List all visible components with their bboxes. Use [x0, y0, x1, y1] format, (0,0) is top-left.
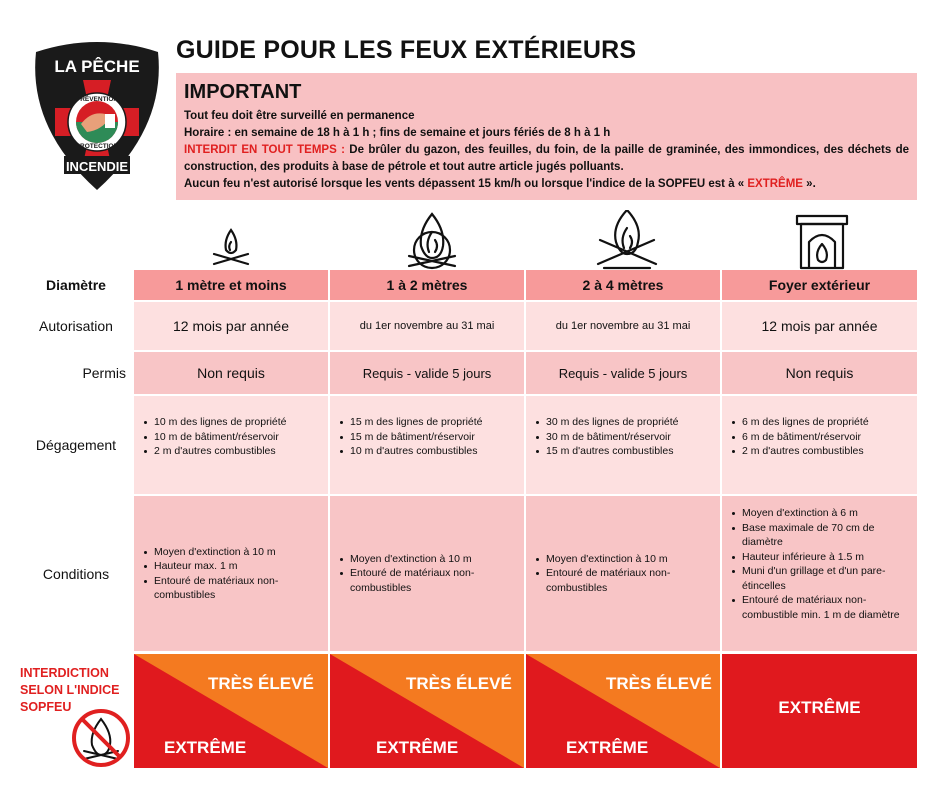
- forbidden-label: INTERDIT EN TOUT TEMPS :: [184, 144, 345, 156]
- logo-ring-bottom: PROTECTION: [75, 143, 119, 150]
- fire-index-cell-4: [722, 654, 917, 768]
- important-line-1: Tout feu doit être surveillé en permanence: [184, 110, 415, 122]
- fire-index-cell-3: [526, 654, 720, 768]
- column-header-3: 2 à 4 mètres: [526, 270, 720, 300]
- wind-end: ».: [802, 178, 816, 190]
- clearance-list-3: [526, 415, 679, 459]
- forbidden-text: De brûler du gazon, des feuilles, du foin, de la paille de graminée, des immondices, des déchets de construction, des produits à base de pétrole et tout autre article jugés polluants.: [184, 144, 909, 173]
- list-item: 15 m d'autres combustibles: [526, 444, 679, 459]
- list-item: Hauteur max. 1 m: [134, 559, 328, 574]
- list-item: Entouré de matériaux non-combustible min. 1 m de diamètre: [722, 593, 911, 622]
- index-high-label-1: TRÈS ÉLEVÉ: [208, 674, 314, 693]
- conditions-cell-1: [134, 496, 328, 651]
- column-header-1: 1 mètre et moins: [134, 270, 328, 300]
- list-item: Moyen d'extinction à 10 m: [526, 552, 720, 567]
- clearance-list-1: [134, 415, 287, 459]
- row-label-diametre: Diamètre: [46, 277, 106, 293]
- authorization-cell-2: du 1er novembre au 31 mai: [330, 302, 524, 350]
- conditions-cell-4: [722, 496, 917, 651]
- list-item: 6 m des lignes de propriété: [722, 415, 869, 430]
- permit-cell-4: Non requis: [722, 352, 917, 394]
- list-item: Base maximale de 70 cm de diamètre: [722, 521, 911, 550]
- conditions-list-4: [722, 506, 917, 622]
- list-item: 30 m des lignes de propriété: [526, 415, 679, 430]
- interdiction-line-1: INTERDICTION: [20, 666, 109, 680]
- important-line-2: Horaire : en semaine de 18 h à 1 h ; fins de semaine et jours fériés de 8 h à 1 h: [184, 127, 611, 139]
- wind-extreme: EXTRÊME: [747, 178, 803, 190]
- page-title: GUIDE POUR LES FEUX EXTÉRIEURS: [176, 36, 637, 64]
- conditions-cell-2: [330, 496, 524, 651]
- interdiction-line-3: SOPFEU: [20, 700, 72, 714]
- small-campfire-icon: [196, 210, 266, 270]
- list-item: Entouré de matériaux non-combustibles: [134, 574, 328, 603]
- fire-index-cell-2: [330, 654, 524, 768]
- row-label-degagement: Dégagement: [35, 437, 117, 453]
- column-header-4: Foyer extérieur: [722, 270, 917, 300]
- logo-bottom-text: INCENDIE: [65, 159, 129, 174]
- row-label-conditions: Conditions: [42, 565, 110, 582]
- list-item: 30 m de bâtiment/réservoir: [526, 430, 679, 445]
- permit-cell-3: Requis - valide 5 jours: [526, 352, 720, 394]
- fire-department-logo: [26, 38, 168, 192]
- clearance-list-4: [722, 415, 869, 459]
- column-header-2: 1 à 2 mètres: [330, 270, 524, 300]
- interdiction-line-2: SELON L'INDICE: [20, 683, 120, 697]
- conditions-list-2: [330, 552, 524, 596]
- wind-text: Aucun feu n'est autorisé lorsque les vents dépassent 15 km/h ou lorsque l'indice de la SOPFEU est à «: [184, 178, 748, 190]
- list-item: 10 m des lignes de propriété: [134, 415, 287, 430]
- clearance-cell-3: [526, 396, 720, 494]
- list-item: 2 m d'autres combustibles: [722, 444, 869, 459]
- list-item: 6 m de bâtiment/réservoir: [722, 430, 869, 445]
- medium-campfire-icon: [397, 210, 467, 270]
- authorization-cell-3: du 1er novembre au 31 mai: [526, 302, 720, 350]
- row-label-permis: Permis: [82, 365, 126, 381]
- list-item: Hauteur inférieure à 1.5 m: [722, 550, 911, 565]
- no-fire-icon: [70, 707, 132, 769]
- clearance-list-2: [330, 415, 483, 459]
- important-notice: [176, 73, 917, 200]
- permit-cell-2: Requis - valide 5 jours: [330, 352, 524, 394]
- index-high-label-3: TRÈS ÉLEVÉ: [606, 674, 712, 693]
- list-item: 2 m d'autres combustibles: [134, 444, 287, 459]
- list-item: 10 m d'autres combustibles: [330, 444, 483, 459]
- clearance-cell-2: [330, 396, 524, 494]
- index-extreme-label-1: EXTRÊME: [164, 738, 247, 757]
- conditions-list-3: [526, 552, 720, 596]
- list-item: Moyen d'extinction à 6 m: [722, 506, 911, 521]
- index-extreme-label-2: EXTRÊME: [376, 738, 459, 757]
- index-extreme-label-3: EXTRÊME: [566, 738, 649, 757]
- important-forbidden: [184, 142, 909, 176]
- conditions-cell-3: [526, 496, 720, 651]
- conditions-list-1: [134, 545, 328, 603]
- clearance-cell-1: [134, 396, 328, 494]
- list-item: 10 m de bâtiment/réservoir: [134, 430, 287, 445]
- authorization-cell-1: 12 mois par année: [134, 302, 328, 350]
- list-item: Moyen d'extinction à 10 m: [134, 545, 328, 560]
- list-item: Entouré de matériaux non-combustibles: [330, 566, 524, 595]
- list-item: 15 m de bâtiment/réservoir: [330, 430, 483, 445]
- list-item: 15 m des lignes de propriété: [330, 415, 483, 430]
- list-item: Entouré de matériaux non-combustibles: [526, 566, 720, 595]
- fire-index-cell-1: [134, 654, 328, 768]
- logo-top-text: LA PÊCHE: [54, 57, 140, 76]
- list-item: Moyen d'extinction à 10 m: [330, 552, 524, 567]
- index-extreme-label-4: EXTRÊME: [778, 698, 861, 717]
- large-campfire-icon: [592, 210, 662, 270]
- authorization-cell-4: 12 mois par année: [722, 302, 917, 350]
- important-wind: [184, 176, 909, 193]
- index-high-label-2: TRÈS ÉLEVÉ: [406, 674, 512, 693]
- clearance-cell-4: [722, 396, 917, 494]
- logo-ring-top: PRÉVENTION: [75, 96, 119, 103]
- important-heading: IMPORTANT: [184, 81, 302, 103]
- outdoor-fireplace-icon: [787, 210, 857, 270]
- row-label-autorisation: Autorisation: [39, 318, 113, 334]
- permit-cell-1: Non requis: [134, 352, 328, 394]
- list-item: Muni d'un grillage et d'un pare-étincelles: [722, 564, 911, 593]
